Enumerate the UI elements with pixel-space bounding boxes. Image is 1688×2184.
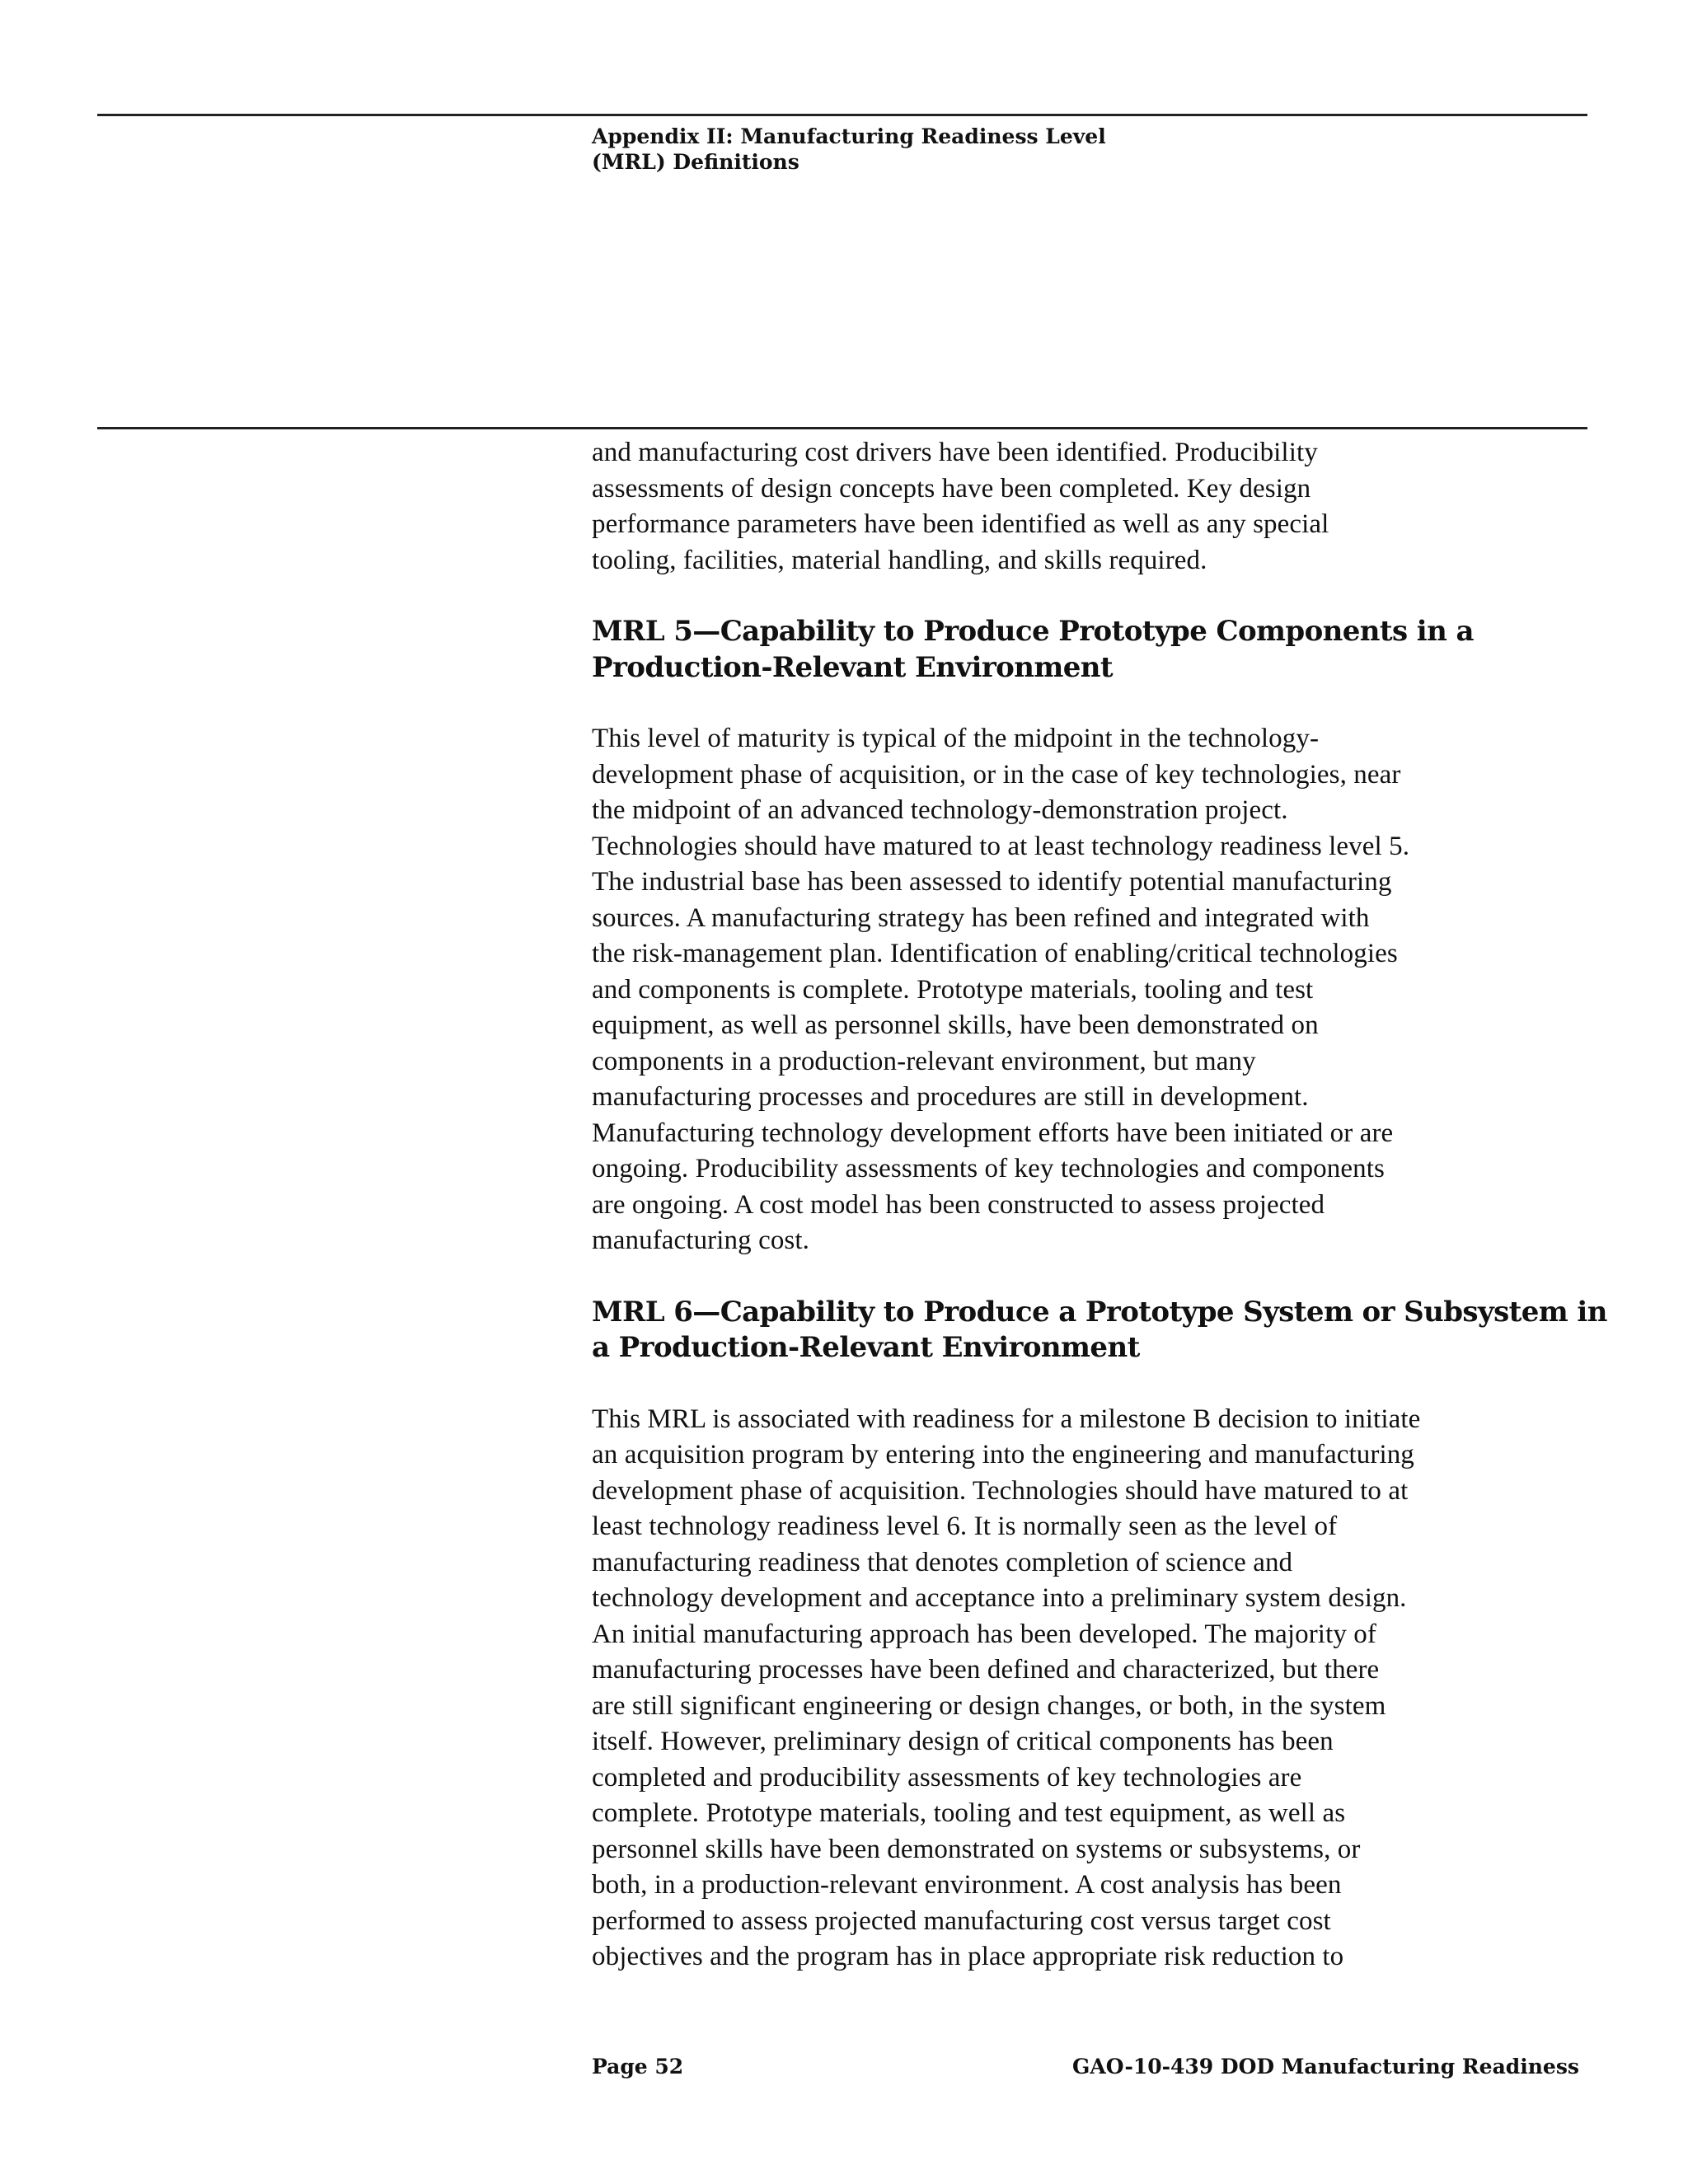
- section-heading-mrl5: [592, 614, 1594, 686]
- text-line: and manufacturing cost drivers have been identified. Producibility: [592, 438, 1318, 467]
- text-line: performance parameters have been identified as well as any special: [592, 509, 1329, 539]
- heading-line: a Production-Relevant Environment: [592, 1331, 1140, 1364]
- header-rule-top: [97, 114, 1587, 116]
- text-line: components in a production-relevant environment, but many: [592, 1046, 1256, 1076]
- heading-line: MRL 6—Capability to Produce a Prototype System or Subsystem in: [592, 1295, 1607, 1329]
- text-line: sources. A manufacturing strategy has been refined and integrated with: [592, 902, 1370, 933]
- text-line: the risk-management plan. Identification of enabling/critical technologies: [592, 939, 1398, 968]
- text-line: This level of maturity is typical of the midpoint in the technology-: [592, 724, 1320, 753]
- text-line: are still significant engineering or design changes, or both, in the system: [592, 1690, 1386, 1721]
- text-line: personnel skills have been demonstrated on systems or subsystems, or: [592, 1834, 1361, 1864]
- text-line: an acquisition program by entering into the engineering and manufacturing: [592, 1440, 1414, 1469]
- header-rule-bottom: [97, 427, 1587, 429]
- text-line: manufacturing processes and procedures are still in development.: [592, 1082, 1309, 1112]
- text-line: An initial manufacturing approach has been developed. The majority of: [592, 1619, 1376, 1649]
- text-line: ongoing. Producibility assessments of key technologies and components: [592, 1154, 1385, 1183]
- text-line: Manufacturing technology development efforts have been initiated or are: [592, 1118, 1394, 1148]
- section-body-mrl6: [592, 1402, 1594, 1975]
- header-line-1: Appendix II: Manufacturing Readiness Level: [592, 124, 1106, 148]
- intro-paragraph: [592, 435, 1594, 579]
- text-line: The industrial base has been assessed to identify potential manufacturing: [592, 867, 1392, 897]
- text-line: technology development and acceptance into a preliminary system design.: [592, 1583, 1407, 1613]
- text-line: assessments of design concepts have been completed. Key design: [592, 473, 1311, 504]
- text-line: itself. However, preliminary design of critical components has been: [592, 1727, 1334, 1756]
- running-header: [592, 124, 1169, 175]
- text-line: are ongoing. A cost model has been constructed to assess projected: [592, 1189, 1325, 1220]
- page-body: [592, 435, 1607, 1975]
- text-line: manufacturing cost.: [592, 1226, 809, 1255]
- section-body-mrl5: [592, 721, 1594, 1259]
- text-line: tooling, facilities, material handling, and skills required.: [592, 545, 1207, 575]
- heading-line: MRL 5—Capability to Produce Prototype Components in a: [592, 615, 1474, 648]
- text-line: equipment, as well as personnel skills, have been demonstrated on: [592, 1010, 1319, 1040]
- page-number: Page 52: [592, 2055, 684, 2079]
- text-line: and components is complete. Prototype materials, tooling and test: [592, 974, 1314, 1005]
- text-line: least technology readiness level 6. It is normally seen as the level of: [592, 1511, 1338, 1541]
- text-line: development phase of acquisition. Technologies should have matured to at: [592, 1475, 1409, 1506]
- heading-line: Production-Relevant Environment: [592, 650, 1114, 684]
- header-line-2: (MRL) Definitions: [592, 150, 799, 174]
- text-line: performed to assess projected manufacturing cost versus target cost: [592, 1905, 1331, 1936]
- text-line: the midpoint of an advanced technology-demonstration project.: [592, 795, 1288, 825]
- text-line: Technologies should have matured to at least technology readiness level 5.: [592, 831, 1410, 861]
- text-line: This MRL is associated with readiness for a milestone B decision to initiate: [592, 1404, 1421, 1434]
- report-title: GAO-10-439 DOD Manufacturing Readiness: [1072, 2055, 1579, 2079]
- text-line: development phase of acquisition, or in the case of key technologies, near: [592, 759, 1401, 790]
- text-line: objectives and the program has in place appropriate risk reduction to: [592, 1942, 1344, 1971]
- text-line: complete. Prototype materials, tooling and test equipment, as well as: [592, 1798, 1346, 1828]
- section-heading-mrl6: [592, 1295, 1607, 1366]
- text-line: manufacturing readiness that denotes completion of science and: [592, 1547, 1293, 1577]
- text-line: manufacturing processes have been defined and characterized, but there: [592, 1655, 1380, 1685]
- text-line: both, in a production-relevant environment. A cost analysis has been: [592, 1870, 1342, 1900]
- text-line: completed and producibility assessments of key technologies are: [592, 1762, 1302, 1793]
